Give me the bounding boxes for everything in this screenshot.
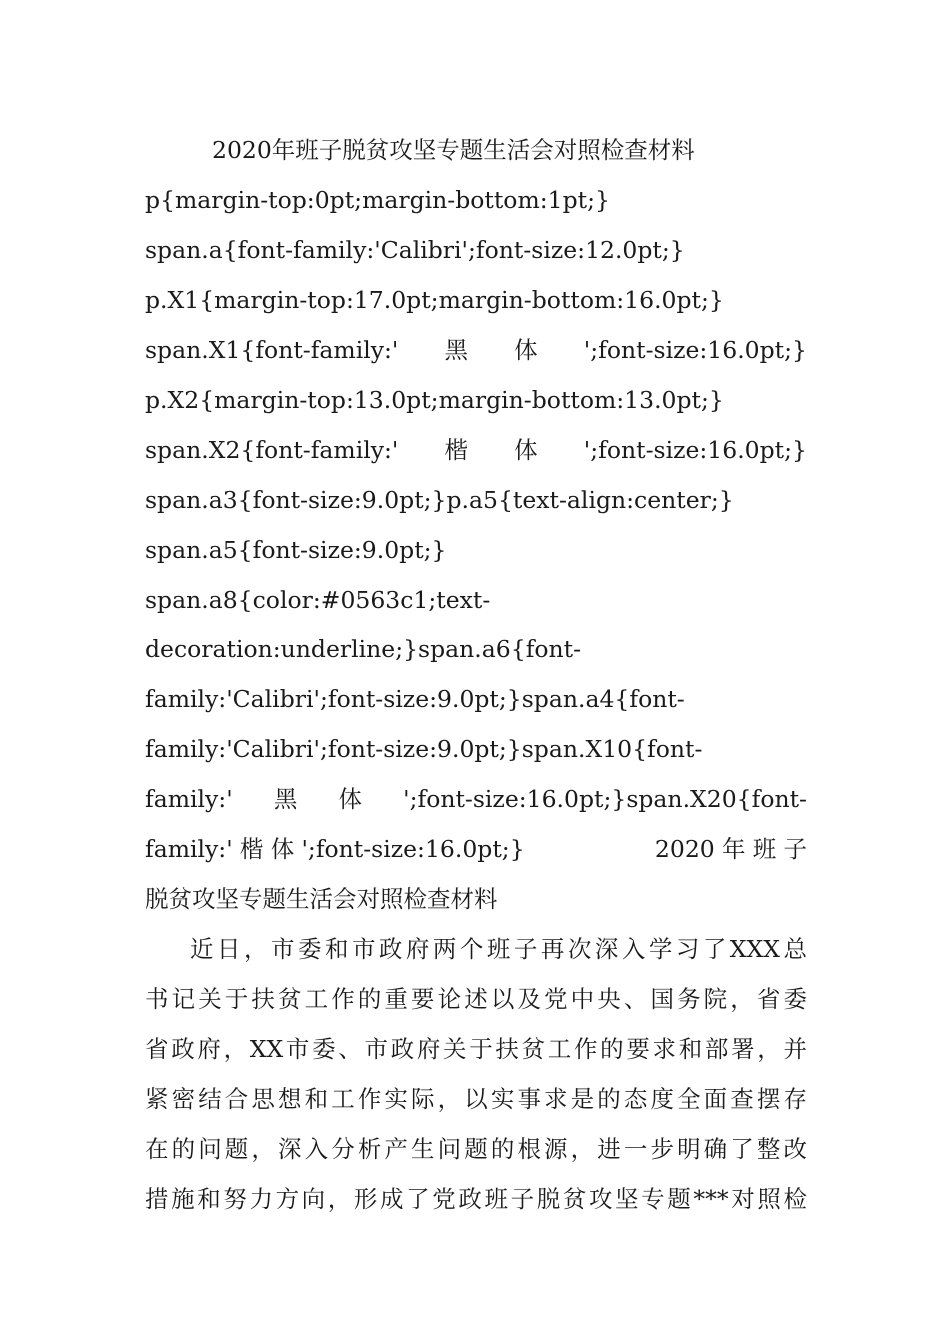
text-line: p.X1{margin-top:17.0pt;margin-bottom:16.0pt;} — [145, 286, 724, 314]
text-line: 书记关于扶贫工作的重要论述以及党中央、国务院，省委 — [145, 985, 807, 1013]
text-line: decoration:underline;}span.a6{font- — [145, 635, 582, 663]
text-line: span.a3{font-size:9.0pt;}p.a5{text-align:center;} — [145, 486, 734, 514]
text-line: span.a8{color:#0563c1;text- — [145, 586, 491, 614]
text-line: span.a{font-family:'Calibri';font-size:12.0pt;} — [145, 236, 685, 264]
text-line: 紧密结合思想和工作实际，以实事求是的态度全面查摆存 — [145, 1085, 807, 1113]
text-line: 脱贫攻坚专题生活会对照检查材料 — [145, 885, 498, 913]
text-line: span.X2{font-family:' 楷 体 ';font-size:16.0pt;} — [145, 436, 807, 464]
body-paragraph-start: 近日，市委和市政府两个班子再次深入学习了XXX总 — [190, 935, 807, 963]
text-line: 措施和努力方向，形成了党政班子脱贫攻坚专题***对照检 — [145, 1185, 807, 1213]
text-line: family:'楷体';font-size:16.0pt;} 2020年班子 — [145, 835, 807, 863]
text-line: 在的问题，深入分析产生问题的根源，进一步明确了整改 — [145, 1135, 807, 1163]
text-line: p.X2{margin-top:13.0pt;margin-bottom:13.0pt;} — [145, 386, 724, 414]
text-line: span.a5{font-size:9.0pt;} — [145, 536, 447, 564]
text-line: p{margin-top:0pt;margin-bottom:1pt;} — [145, 186, 610, 214]
text-line: span.X1{font-family:' 黑 体 ';font-size:16.0pt;} — [145, 336, 807, 364]
text-line: family:' 黑 体 ';font-size:16.0pt;}span.X20{font- — [145, 785, 807, 813]
text-line: 省政府，XX市委、市政府关于扶贫工作的要求和部署，并 — [145, 1035, 807, 1063]
text-line: family:'Calibri';font-size:9.0pt;}span.X10{font- — [145, 735, 703, 763]
document-title: 2020年班子脱贫攻坚专题生活会对照检查材料 — [212, 136, 695, 164]
text-line: family:'Calibri';font-size:9.0pt;}span.a4{font- — [145, 685, 685, 713]
